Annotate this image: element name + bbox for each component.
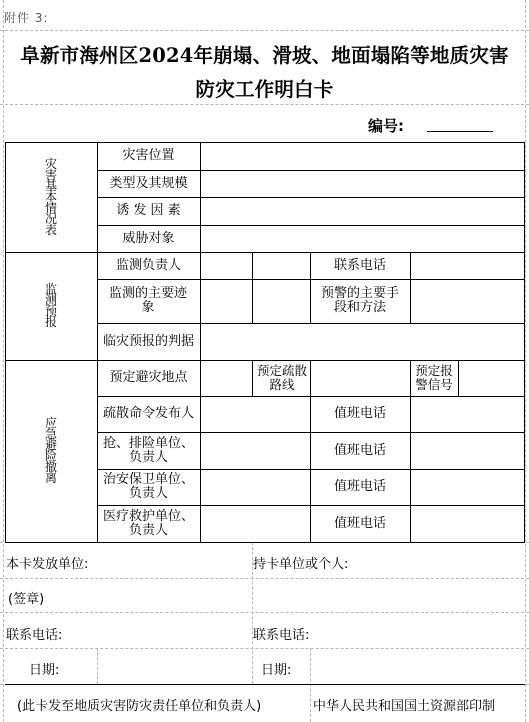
monitor-person-label: 监测负责人 [115, 257, 181, 273]
duty-phone-label: 值班电话 [333, 479, 386, 494]
date-left-label: 日期: [29, 663, 60, 678]
title-line-1: 阜新市海州区2024年崩塌、滑坡、地面塌陷等地质灾害 [20, 44, 509, 67]
attachment-label: 附件 3: [4, 11, 49, 25]
inducing-factors-field[interactable] [200, 197, 524, 225]
monitor-phone-label: 联系电话 [333, 257, 386, 273]
duty-phone-field[interactable] [410, 396, 524, 432]
duty-phone-field[interactable] [410, 432, 524, 469]
holder-label: 持卡单位或个人: [253, 557, 349, 572]
seal-label: (签章) [8, 592, 45, 607]
monitor-phone-field[interactable] [410, 252, 524, 279]
distribution-note: (此卡发至地质灾害防灾责任单位和负责人) [17, 699, 262, 714]
type-scale-label: 类型及其规模 [109, 175, 188, 191]
threatened-objects-label: 威胁对象 [122, 230, 175, 246]
evacuation-command-label: 疏散命令发布人 [102, 406, 194, 421]
section-emergency-label: 应 急 避 险 撤 离 [44, 416, 57, 485]
rescue-unit-field[interactable] [200, 432, 310, 469]
monitor-signs-field[interactable] [200, 279, 310, 323]
number-label: 编号: [368, 117, 404, 135]
contact-phone-right-label: 联系电话: [253, 628, 310, 643]
number-blank[interactable] [427, 131, 493, 132]
inducing-factors-label: 诱 发 因 素 [116, 203, 181, 218]
medical-unit-label: 医疗救护单位、负责人 [102, 508, 194, 538]
evacuation-command-field[interactable] [200, 396, 310, 432]
forecast-criteria-label: 临灾预报的判据 [102, 333, 194, 349]
duty-phone-field[interactable] [410, 469, 524, 505]
contact-phone-left-label: 联系电话: [6, 628, 63, 643]
date-right-label: 日期: [261, 663, 292, 678]
alarm-signal-field[interactable] [458, 360, 524, 396]
medical-unit-field[interactable] [200, 505, 310, 542]
evacuation-route-label: 预定疏散路线 [256, 363, 307, 392]
warning-means-field[interactable] [410, 279, 524, 323]
duty-phone-label: 值班电话 [333, 406, 386, 421]
publisher-label: 中华人民共和国国土资源部印制 [313, 699, 496, 714]
duty-phone-label: 值班电话 [333, 515, 386, 531]
security-unit-field[interactable] [200, 469, 310, 505]
issuer-label: 本卡发放单位: [6, 557, 89, 572]
evacuation-route-field[interactable] [310, 360, 410, 396]
section-monitor-label: 监 测 预 报 [44, 282, 57, 329]
rescue-unit-label: 抢、排险单位、负责人 [102, 435, 194, 465]
monitor-person-field[interactable] [200, 252, 310, 279]
duty-phone-field[interactable] [410, 505, 524, 542]
section-basic-label: 灾 害 基 本 情 况 表 [44, 156, 57, 237]
security-unit-label: 治安保卫单位、负责人 [102, 472, 194, 501]
disaster-location-label: 灾害位置 [122, 148, 175, 163]
shelter-location-label: 预定避灾地点 [109, 370, 188, 385]
title-line-2: 防灾工作明白卡 [195, 78, 334, 101]
alarm-signal-label: 预定报警信号 [415, 363, 453, 392]
warning-means-label: 预警的主要手段和方法 [320, 286, 399, 315]
monitor-signs-label: 监测的主要迹象 [108, 286, 187, 315]
threatened-objects-field[interactable] [200, 225, 524, 252]
forecast-criteria-field[interactable] [200, 323, 524, 360]
type-scale-field[interactable] [200, 170, 524, 197]
disaster-location-field[interactable] [200, 142, 524, 170]
shelter-location-field[interactable] [200, 360, 252, 396]
duty-phone-label: 值班电话 [333, 442, 386, 458]
